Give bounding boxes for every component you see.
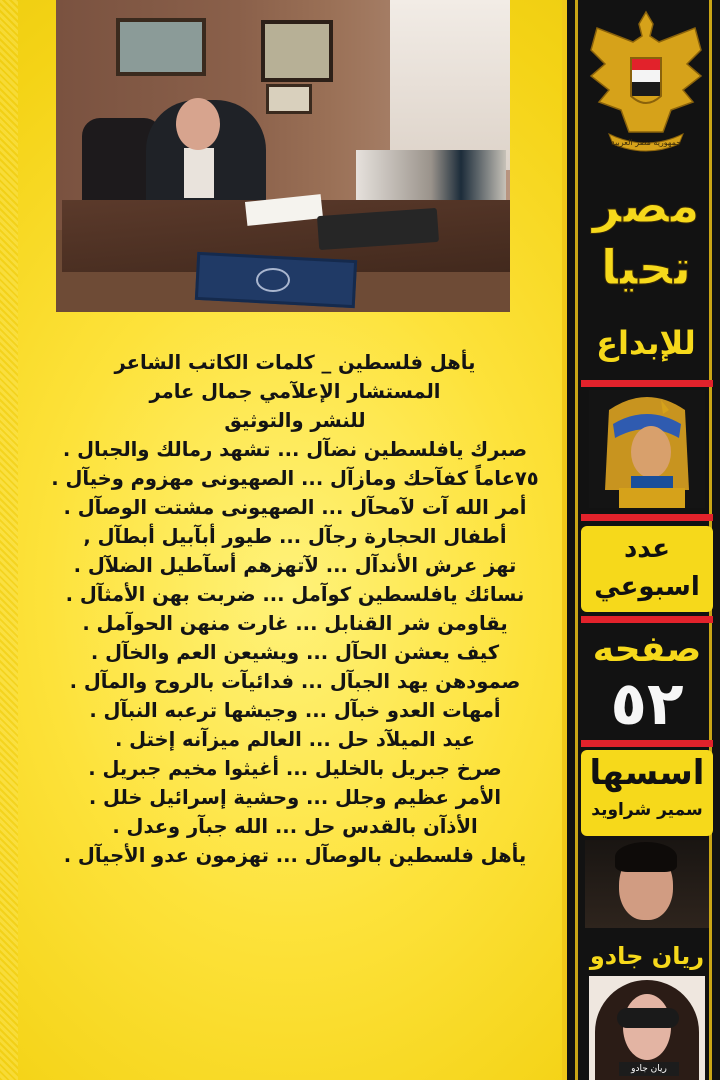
editor-portrait xyxy=(589,976,705,1080)
sunglasses-icon xyxy=(617,1008,679,1028)
photo-shelf xyxy=(356,150,506,200)
issue-line-2: اسبوعي xyxy=(594,572,700,602)
poem-verse: الأمر عظيم وجلل ... وحشية إسرائيل خلل . xyxy=(88,786,502,809)
poem-verse: أطفال الحجارة رجآل ... طيور أبآبيل أبطآل , xyxy=(83,525,507,548)
founder-label: اسسها xyxy=(589,753,705,793)
red-divider xyxy=(581,380,713,387)
poem-title-line: للنشر والتوثيق xyxy=(224,409,366,432)
poem-verse: صبرك يافلسطين نضآل ... تشهد رمالك والجبال . xyxy=(62,438,528,461)
poem-verse: نسائك يافلسطين كوآمل ... ضربت بهن الأمثآل . xyxy=(65,583,525,606)
poem-verse: يقاومن شر القنابل ... غارت منهن الحوآمل . xyxy=(82,612,508,635)
editor-name: ريان جادو xyxy=(589,942,705,970)
red-divider xyxy=(581,740,713,747)
photo-shirt xyxy=(184,148,214,198)
pharaoh-portrait xyxy=(589,390,705,508)
photo-head xyxy=(176,98,220,150)
photo-wall-frame xyxy=(266,84,312,114)
founder-box xyxy=(581,750,713,836)
pharaoh-illustration xyxy=(589,390,705,508)
poem-verse: يأهل فلسطين بالوصآل ... تهزمون عدو الأجيآل . xyxy=(63,844,527,867)
poem-verse: أمهات العدو خبآل ... وجيشها ترعبه النبآل . xyxy=(89,699,501,722)
poem-title-line: يأهل فلسطين _ كلمات الكاتب الشاعر xyxy=(114,351,476,374)
portrait-hair xyxy=(615,842,677,872)
page-number: ٥٢ xyxy=(610,669,684,739)
photo-window xyxy=(390,0,510,170)
poem-verse: كيف يعشن الحآل ... ويشيعن العم والخآل . xyxy=(90,641,500,664)
emblem-caption: جمهورية مصر العربية xyxy=(610,138,682,147)
poem-verse: تهز عرش الأندآل ... لآتهزهم أسآطيل الضلآل . xyxy=(73,554,517,577)
poem-verse: صمودهن يهد الجبآل ... فدائيآت بالروح والمآل . xyxy=(69,670,521,693)
photo-book-emblem xyxy=(256,268,290,292)
poem-title-line: المستشار الإعلآمي جمال عامر xyxy=(149,380,441,403)
poem-verse: عيد الميلآد حل ... العالم ميزآنه إختل . xyxy=(114,728,476,751)
founder-name: سمير شراويد xyxy=(591,800,703,820)
page-label: صفحه xyxy=(592,629,702,670)
slogan-word-2: تحيا xyxy=(600,240,692,296)
founder-portrait xyxy=(585,840,709,928)
editor-tag: ريان جادو xyxy=(619,1062,679,1076)
slogan-word-1: مصر xyxy=(592,178,700,234)
sidebar-column xyxy=(562,0,720,1080)
poem-verse: ٧٥عاماً كفآحك ومازآل ... الصهيونى مهزوم وخيآل . xyxy=(51,467,539,490)
slogan-logo xyxy=(579,168,713,378)
poem-verse: أمر الله آت لآمحآل ... الصهيونى مشتت الوصآل . xyxy=(63,496,527,519)
photo-wall-frame xyxy=(116,18,206,76)
poem-verse: صرخ جبريل بالخليل ... أغيثوا مخيم جبريل . xyxy=(88,757,502,780)
issue-box xyxy=(581,526,713,612)
author-photo xyxy=(56,0,510,312)
slogan-sub: للإبداع xyxy=(596,324,696,362)
texture-strip xyxy=(0,0,18,1080)
poem xyxy=(30,348,560,870)
sidebar-rim xyxy=(575,0,578,1080)
issue-line-1: عدد xyxy=(623,534,671,564)
photo-wall-frame xyxy=(261,20,333,82)
red-divider xyxy=(581,616,713,623)
red-divider xyxy=(581,514,713,521)
poem-verse: الأذآن بالقدس حل ... الله جبآر وعدل . xyxy=(112,815,478,838)
eagle-emblem-icon xyxy=(587,6,705,156)
